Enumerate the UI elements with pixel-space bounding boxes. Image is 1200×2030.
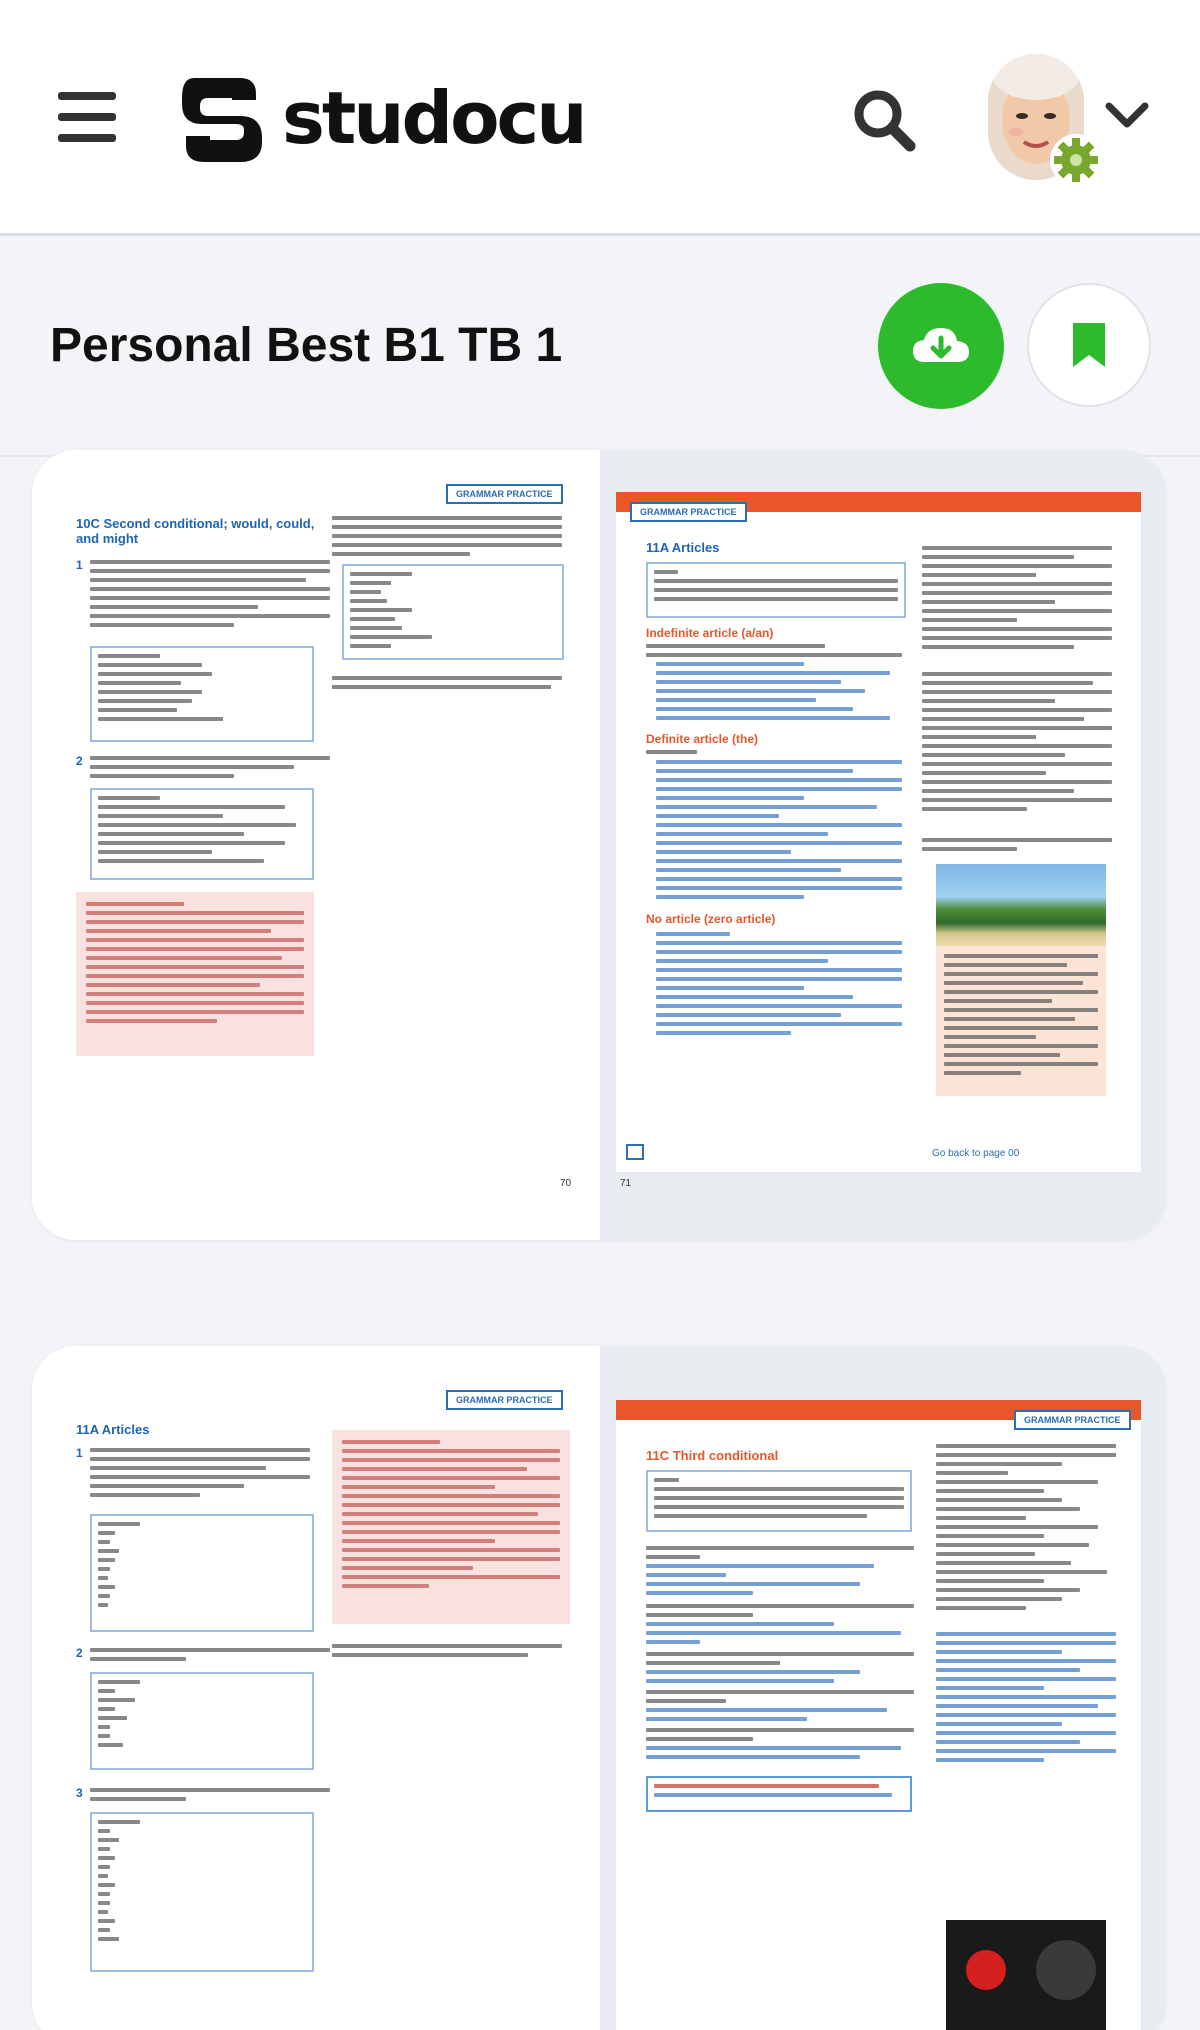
traffic-light-photo (946, 1920, 1106, 2030)
page-number: 71 (620, 1178, 632, 1189)
checkbox-icon (626, 1144, 644, 1160)
subheading-indefinite: Indefinite article (a/an) (646, 626, 774, 640)
logo-text: studocu (282, 76, 585, 160)
right-page (600, 1346, 1166, 2030)
section-heading: 10C Second conditional; would, could, and might (76, 516, 315, 546)
bookmark-icon (1069, 321, 1109, 369)
left-page: GRAMMAR PRACTICE 10C Second conditional; would, could, and might 1 2 70 (32, 450, 600, 1240)
studocu-logo-mark-icon (174, 70, 270, 166)
chevron-down-icon[interactable] (1105, 98, 1149, 134)
page-tag: GRAMMAR PRACTICE (1014, 1410, 1131, 1430)
page-tag: GRAMMAR PRACTICE (446, 484, 563, 504)
section-heading: 11A Articles (646, 540, 720, 555)
section-heading: 11C Third conditional (646, 1448, 779, 1463)
top-header (0, 0, 1200, 236)
grammar-tip-box (332, 1430, 570, 1624)
document-page-1[interactable] (32, 450, 1166, 1240)
download-button[interactable] (878, 283, 1004, 409)
page-number: 70 (560, 1178, 572, 1189)
grammar-tip-box (76, 892, 314, 1056)
section-heading: 11A Articles (76, 1422, 150, 1437)
left-page: GRAMMAR PRACTICE 11A Articles 1 2 3 (32, 1346, 600, 2030)
gear-badge-icon (1048, 132, 1104, 188)
document-page-2[interactable] (32, 1346, 1166, 2030)
search-icon[interactable] (848, 84, 920, 156)
page-tag: GRAMMAR PRACTICE (446, 1390, 563, 1410)
studocu-logo[interactable] (174, 68, 584, 168)
subheading-definite: Definite article (the) (646, 732, 759, 746)
subheading-no-article: No article (zero article) (646, 912, 776, 926)
right-page (600, 450, 1166, 1240)
page-tag: GRAMMAR PRACTICE (630, 502, 747, 522)
document-title: Personal Best B1 TB 1 (50, 319, 563, 372)
bookmark-button[interactable] (1027, 283, 1151, 407)
footer-link[interactable]: Go back to page 00 (932, 1148, 1020, 1159)
beach-photo (936, 864, 1106, 946)
cloud-download-icon (911, 324, 971, 368)
hamburger-menu-icon[interactable] (58, 92, 116, 142)
